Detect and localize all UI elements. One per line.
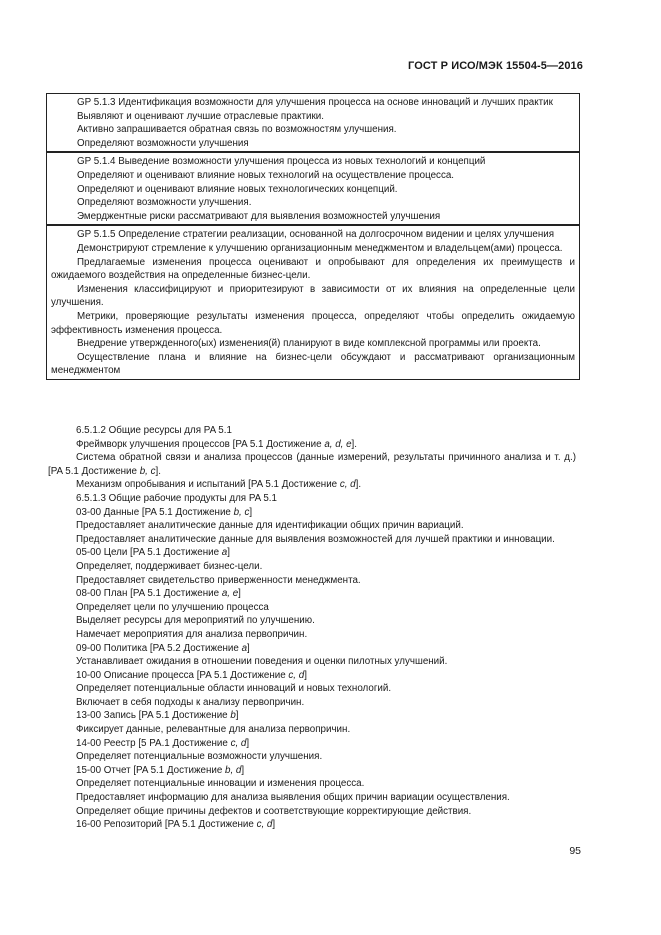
work-product: 05-00 Цели [PA 5.1 Достижение a] (76, 547, 230, 559)
paragraph: Механизм опробывания и испытаний [PA 5.1 Достижение c, d]. (76, 479, 362, 491)
page-number: 95 (569, 845, 581, 857)
paragraph: Определяет цели по улучшению процесса (76, 601, 269, 613)
gp-text: Изменения классифицируют и приоритезируют в зависимости от их влияния на определенные цели улучшения. (51, 283, 575, 309)
gp-5-1-5-block (47, 224, 579, 379)
gp-text: Внедрение утвержденного(ых) изменения(й) планируют в виде комплексной программы или проекта. (77, 338, 541, 350)
gp-5-1-3-block (47, 94, 579, 151)
paragraph: Фреймворк улучшения процессов [PA 5.1 Достижение a, d, e]. (76, 438, 357, 450)
gp-text: Осуществление плана и влияние на бизнес-цели обсуждают и рассматривают организационным менеджментом (51, 351, 575, 377)
paragraph: Определяет общие причины дефектов и соответствующие корректирующие действия. (76, 805, 472, 817)
paragraph: Система обратной связи и анализа процессов (данные измерений, результаты причинного анализа и т. д.) [PA 5.1 Достижение b, c]. (48, 452, 576, 477)
paragraph: Выделяет ресурсы для мероприятий по улучшению. (76, 615, 315, 627)
work-product: 13-00 Запись [PA 5.1 Достижение b] (76, 710, 239, 722)
paragraph: Определяет, поддерживает бизнес-цели. (76, 560, 263, 572)
gp-heading: GP 5.1.4 Выведение возможности улучшения процесса из новых технологий и концепций (77, 156, 486, 168)
paragraph: Определяет потенциальные инновации и изменения процесса. (76, 778, 365, 790)
document-header: ГОСТ Р ИСО/МЭК 15504-5—2016 (408, 60, 583, 72)
gp-text: Определяют возможности улучшения (77, 137, 249, 149)
gp-text: Эмерджентные риски рассматривают для выявления возможностей улучшения (77, 210, 441, 222)
gp-heading: GP 5.1.5 Определение стратегии реализации, основанной на долгосрочном видении и целях улучшения (77, 229, 555, 241)
work-product: 10-00 Описание процесса [PA 5.1 Достижение c, d] (76, 669, 307, 681)
paragraph: Предоставляет аналитические данные для выявления возможностей для лучшей практики и инновации. (76, 533, 555, 545)
gp-table-frame (46, 93, 580, 380)
body-text (48, 424, 576, 832)
gp-text: Определяют и оценивают влияние новых технологических концепций. (77, 183, 398, 195)
paragraph: Фиксирует данные, релевантные для анализа первопричин. (76, 724, 351, 736)
gp-heading: GP 5.1.3 Идентификация возможности для улучшения процесса на основе инноваций и лучших практик (77, 97, 553, 108)
gp-text: Метрики, проверяющие результаты изменения процесса, определяют чтобы определить ожидаемую эффективность изменения процесса. (51, 310, 575, 336)
work-product: 15-00 Отчет [PA 5.1 Достижение b, d] (76, 764, 245, 776)
section-heading: 6.5.1.2 Общие ресурсы для PA 5.1 (76, 425, 232, 436)
paragraph: Включает в себя подходы к анализу первопричин. (76, 696, 305, 708)
paragraph: Предоставляет аналитические данные для идентификации общих причин вариаций. (76, 520, 464, 532)
work-product: 03-00 Данные [PA 5.1 Достижение b, c] (76, 506, 253, 518)
paragraph: Предоставляет информацию для анализа выявления общих причин вариации осуществления. (76, 792, 510, 804)
paragraph: Определяет потенциальные возможности улучшения. (76, 751, 323, 763)
gp-text: Активно запрашивается обратная связь по возможностям улучшения. (77, 124, 397, 136)
paragraph: Намечает мероприятия для анализа первопричин. (76, 628, 308, 640)
gp-text: Демонстрируют стремление к улучшению организационным менеджментом и владельцем(ами) процесса. (77, 242, 563, 254)
section-heading: 6.5.1.3 Общие рабочие продукты для PA 5.1 (76, 492, 277, 504)
gp-text: Определяют и оценивают влияние новых технологий на осуществление процесса. (77, 169, 455, 181)
gp-text: Предлагаемые изменения процесса оценивают и опробывают для определения их преимуществ и ожидаемого воздействия на определенные бизнес-цели. (51, 256, 575, 282)
paragraph: Устанавливает ожидания в отношении поведения и оценки пилотных улучшений. (76, 656, 448, 668)
paragraph: Определяет потенциальные области инноваций и новых технологий. (76, 683, 392, 695)
paragraph: Предоставляет свидетельство приверженности менеджмента. (76, 574, 361, 586)
gp-text: Выявляют и оценивают лучшие отраслевые практики. (77, 110, 324, 122)
work-product: 16-00 Репозиторий [PA 5.1 Достижение c, d] (76, 819, 276, 831)
work-product: 08-00 План [PA 5.1 Достижение a, e] (76, 588, 241, 600)
gp-text: Определяют возможности улучшения. (77, 197, 252, 209)
work-product: 09-00 Политика [PA 5.2 Достижение a] (76, 642, 250, 654)
gp-5-1-4-block (47, 151, 579, 224)
work-product: 14-00 Реестр [5 PA.1 Достижение c, d] (76, 737, 250, 749)
